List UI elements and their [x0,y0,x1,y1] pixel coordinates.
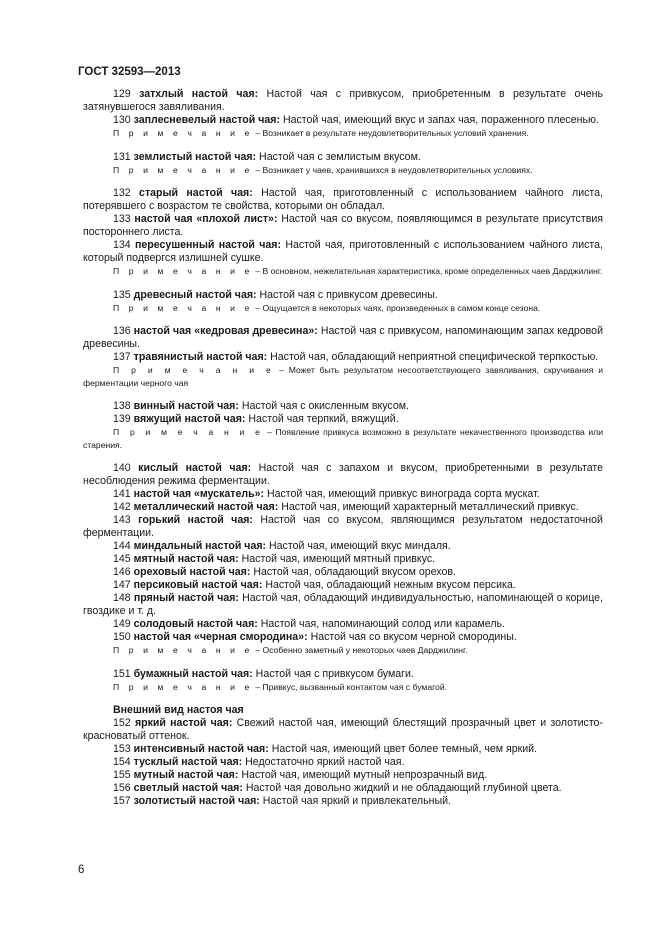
entry-150 [83,631,603,644]
entry-number: 155 [113,769,131,781]
entry-definition: Настой чая, имеющий мутный непрозрачный вид. [241,769,488,781]
entry-156 [83,782,603,795]
entry-definition: Настой чая с привкусом древесины. [259,288,438,301]
entry-number: 135 [113,288,131,301]
entry-definition: Настой чая, имеющий характерный металлический привкус. [281,501,579,513]
entry-definition: Настой чая, обладающий неприятной специфической терпкостью. [270,351,599,363]
entry-definition: Настой чая со вкусом черной смородины. [310,631,517,643]
note-text: – Особенно заметный у некоторых чаев Дарджилинг. [255,645,468,655]
note-text: – Появление привкуса возможно в результате некачественного производства или старения. [83,427,604,450]
entry-153 [83,743,603,756]
entry-136 [83,325,603,351]
note-label: П р и м е ч а н и е [113,427,264,437]
entry-number: 146 [113,566,131,578]
note-label: П р и м е ч а н и е [113,164,253,175]
note-text: – Может быть результатом несоответствующего завяливания, скручивания и ферментации черного чая [83,365,603,388]
note-label: П р и м е ч а н и е [113,302,253,313]
entry-definition: Настой чая, напоминающий солод или карамель. [260,618,505,630]
note-label: П р и м е ч а н и е [113,128,253,138]
entry-145 [83,553,603,566]
entry-139 [83,413,603,426]
entry-definition: Настой чая со вкусом, являющимся результатом недостаточной ферментации. [83,514,603,539]
entry-definition: Настой чая, имеющий цвет более темный, чем яркий. [271,743,538,755]
entry-134 [83,239,603,265]
entry-143 [83,514,603,540]
entry-definition: Настой чая, обладающий нежным вкусом персика. [265,579,516,591]
entry-definition: Настой чая довольно жидкий и не обладающий глубиной цвета. [245,782,562,794]
entry-definition: Свежий настой чая, имеющий блестящий прозрачный цвет и золотисто-красноватый оттенок. [83,717,603,742]
entry-term: настой чая «черная смородина»: [133,631,308,643]
entry-term: травянистый настой чая: [133,351,268,363]
entry-term: затхлый настой чая: [139,88,259,100]
note-text: – Возникает в результате неудовлетворительных условий хранения. [255,128,529,138]
page-number: 6 [78,864,85,876]
entry-130 [83,114,603,127]
entry-definition: Настой чая с землистым вкусом. [259,150,421,163]
entry-141 [83,488,603,501]
document-body [83,88,603,808]
section-heading: Внешний вид настоя чая [113,704,244,716]
entry-151 [83,668,603,681]
entry-147 [83,579,603,592]
entry-157 [83,795,603,808]
entry-number: 151 [113,667,131,680]
note [83,426,603,451]
entry-definition: Настой чая, обладающий индивидуальностью, напоминающей о корице, гвоздике и т. д. [83,592,603,617]
entry-definition: Настой чая, имеющий привкус винограда сорта мускат. [266,488,540,500]
note-label: П р и м е ч а н и е [113,266,253,276]
entry-number: 144 [113,540,131,552]
entry-number: 136 [113,325,131,337]
entry-term: заплесневелый настой чая: [133,114,280,126]
entry-definition: Недостаточно яркий настой чая. [245,756,405,768]
entry-number: 148 [113,592,131,604]
entry-144 [83,540,603,553]
entry-term: солодовый настой чая: [133,618,258,630]
entry-term: золотистый настой чая: [133,795,260,807]
note [83,364,603,389]
entry-137 [83,351,603,364]
note [83,644,603,657]
entry-number: 150 [113,631,131,643]
document-header: ГОСТ 32593—2013 [78,66,181,78]
entry-number: 131 [113,150,131,163]
entry-number: 145 [113,553,131,565]
entry-definition: Настой чая, имеющий мятный привкус. [241,553,436,565]
entry-132 [83,187,603,213]
entry-definition: Настой чая с привкусом, напоминающим запах кедровой древесины. [83,325,603,350]
entry-number: 152 [113,717,131,729]
entry-term: мятный настой чая: [133,553,239,565]
entry-term: землистый настой чая: [133,150,257,163]
entry-148 [83,592,603,618]
entry-term: настой чая «мускатель»: [133,488,265,500]
entry-number: 149 [113,618,131,630]
entry-term: горький настой чая: [138,514,253,526]
entry-term: настой чая «плохой лист»: [134,213,278,225]
entry-term: настой чая «кедровая древесина»: [133,325,318,337]
note-text: – Привкус, вызванный контактом чая с бумагой. [255,681,448,692]
entry-term: персиковый настой чая: [133,579,263,591]
note-text: – В основном, нежелательная характеристика, кроме определенных чаев Дарджилинг. [255,266,603,276]
entry-131 [83,151,603,164]
entry-number: 154 [113,756,131,768]
entry-number: 147 [113,579,131,591]
entry-number: 153 [113,743,131,755]
note [83,681,603,694]
entry-term: пряный настой чая: [133,592,239,604]
entry-129 [83,88,603,114]
entry-140 [83,462,603,488]
entry-term: мутный настой чая: [133,769,239,781]
entry-133 [83,213,603,239]
note-text: – Ощущается в некоторых чаях, произведенных в самом конце сезона. [255,302,541,313]
entry-135 [83,289,603,302]
note [83,302,603,315]
entry-definition: Настой чая, имеющий вкус и запах чая, пораженного плесенью. [282,114,599,126]
entry-number: 130 [113,114,131,126]
entry-term: миндальный настой чая: [133,540,267,552]
entry-154 [83,756,603,769]
note-label: П р и м е ч а н и е [113,645,253,655]
entry-term: вяжущий настой чая: [133,413,246,425]
entry-term: ореховый настой чая: [133,566,251,578]
note [83,127,603,140]
entry-138 [83,400,603,413]
entry-152 [83,717,603,743]
entry-number: 141 [113,488,131,500]
entry-term: тусклый настой чая: [133,756,243,768]
entry-number: 142 [113,501,131,513]
entry-number: 132 [113,187,131,199]
entry-term: бумажный настой чая: [133,667,253,680]
entry-definition: Настой чая, обладающий вкусом орехов. [253,566,456,578]
entry-term: древесный настой чая: [133,288,257,301]
entry-155 [83,769,603,782]
entry-definition: Настой чая, приготовленный с использованием чайного листа, потерявшего с возрастом те свойства, которыми он обладал. [83,187,603,212]
entry-definition: Настой чая с окисленным вкусом. [241,400,409,412]
entry-term: винный настой чая: [133,400,239,412]
entry-definition: Настой чая с привкусом, приобретенным в результате очень затянувшегося завяливания. [83,88,603,113]
entry-term: пересушенный настой чая: [135,239,281,251]
entry-term: яркий настой чая: [134,717,233,729]
entry-number: 134 [113,239,131,251]
note-label: П р и м е ч а н и е [113,365,275,375]
note [83,265,603,278]
entry-number: 138 [113,400,131,412]
entry-definition: Настой чая с запахом и вкусом, приобретенными в результате несоблюдения режима ферментации. [83,462,603,487]
entry-term: интенсивный настой чая: [133,743,269,755]
entry-number: 143 [113,514,131,526]
entry-term: старый настой чая: [139,187,253,199]
entry-number: 139 [113,413,131,425]
note [83,164,603,177]
entry-term: светлый настой чая: [133,782,243,794]
entry-number: 137 [113,351,131,363]
note-text: – Возникает у чаев, хранившихся в неудовлетворительных условиях. [255,164,533,175]
entry-definition: Настой чая, приготовленный с использованием чайного листа, который подвергся излишней сушке. [83,239,603,264]
entry-142 [83,501,603,514]
entry-term: металлический настой чая: [133,501,279,513]
entry-number: 157 [113,795,131,807]
entry-number: 129 [113,88,131,100]
entry-definition: Настой чая со вкусом, появляющимся в результате присутствия постороннего листа. [83,213,603,238]
entry-146 [83,566,603,579]
entry-definition: Настой чая терпкий, вяжущий. [248,413,399,425]
entry-definition: Настой чая, имеющий вкус миндаля. [269,540,451,552]
entry-number: 140 [113,462,131,474]
entry-definition: Настой чая яркий и привлекательный. [262,795,451,807]
entry-definition: Настой чая с привкусом бумаги. [255,667,414,680]
entry-number: 156 [113,782,131,794]
entry-number: 133 [113,213,131,225]
note-label: П р и м е ч а н и е [113,681,253,692]
entry-149 [83,618,603,631]
entry-term: кислый настой чая: [138,462,252,474]
